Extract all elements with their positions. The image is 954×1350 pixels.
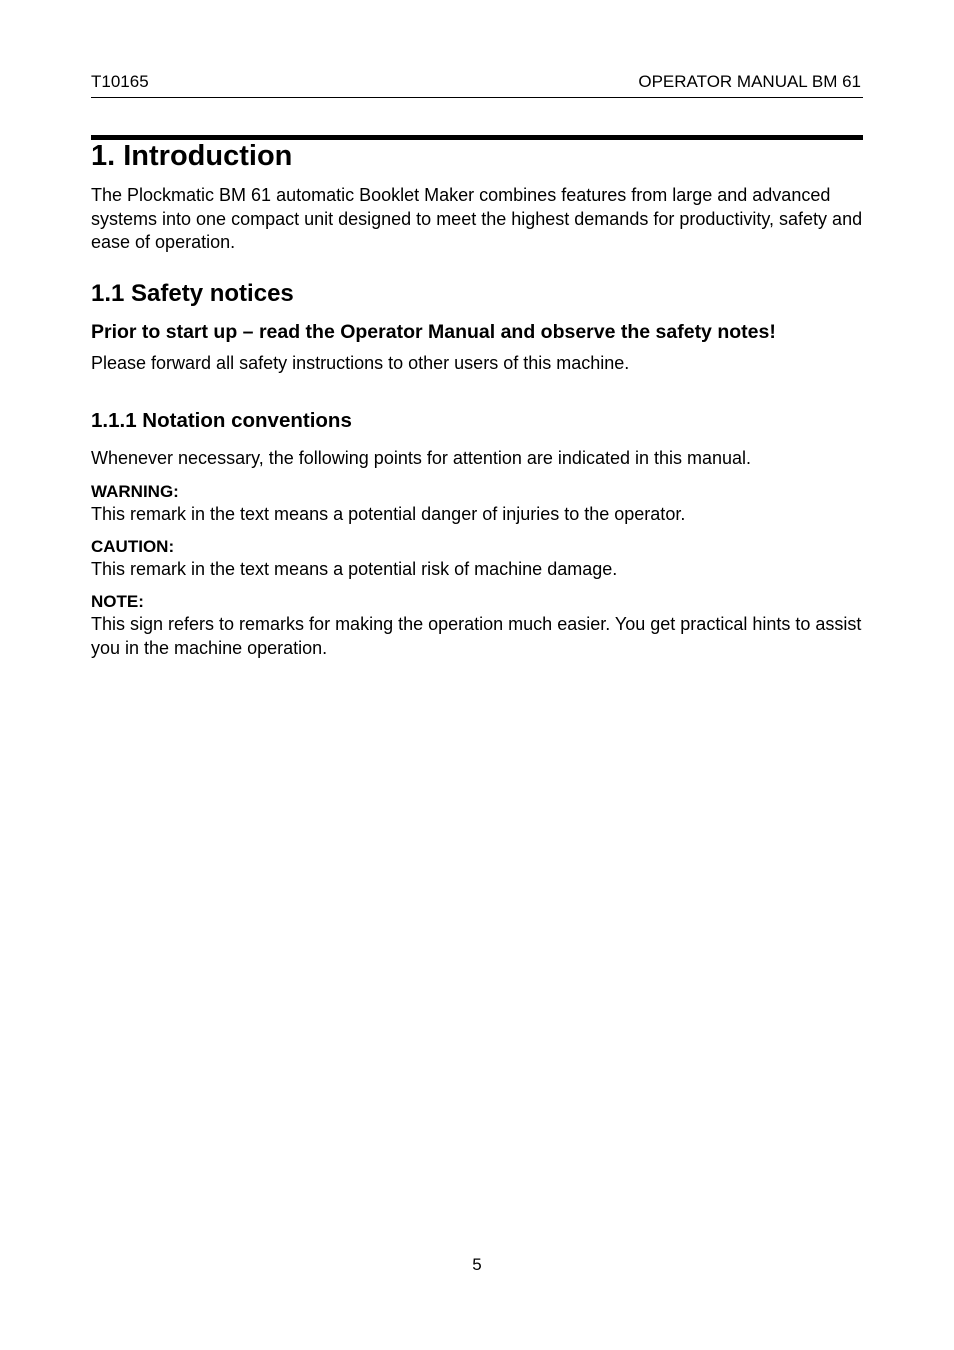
safety-paragraph: Please forward all safety instructions to other users of this machine. xyxy=(91,353,630,373)
section-heading-introduction: 1. Introduction xyxy=(91,140,293,172)
section-heading-safety-notices: 1.1 Safety notices xyxy=(91,280,294,307)
page-number: 5 xyxy=(472,1255,482,1274)
notation-intro-paragraph: Whenever necessary, the following points for attention are indicated in this manual. xyxy=(91,448,752,468)
page-header xyxy=(91,70,863,98)
caution-text: This remark in the text means a potential risk of machine damage. xyxy=(91,559,618,579)
document-id: T10165 xyxy=(91,72,149,91)
introduction-paragraph: The Plockmatic BM 61 automatic Booklet Maker combines features from large and advanced systems into one compact unit designed to meet the highest demands for productivity, safety and ease of operation. xyxy=(91,185,863,252)
warning-label: WARNING: xyxy=(91,482,179,501)
document-title: OPERATOR MANUAL BM 61 xyxy=(638,72,861,91)
note-text: This sign refers to remarks for making the operation much easier. You get practical hints to assist you in the machine operation. xyxy=(91,614,862,658)
safety-lead-text: Prior to start up – read the Operator Manual and observe the safety notes! xyxy=(91,321,776,343)
caution-label: CAUTION: xyxy=(91,537,175,556)
section-heading-notation-conventions: 1.1.1 Notation conventions xyxy=(91,409,352,432)
note-label: NOTE: xyxy=(91,592,144,611)
manual-page xyxy=(91,0,863,1350)
warning-text: This remark in the text means a potential danger of injuries to the operator. xyxy=(91,504,686,524)
